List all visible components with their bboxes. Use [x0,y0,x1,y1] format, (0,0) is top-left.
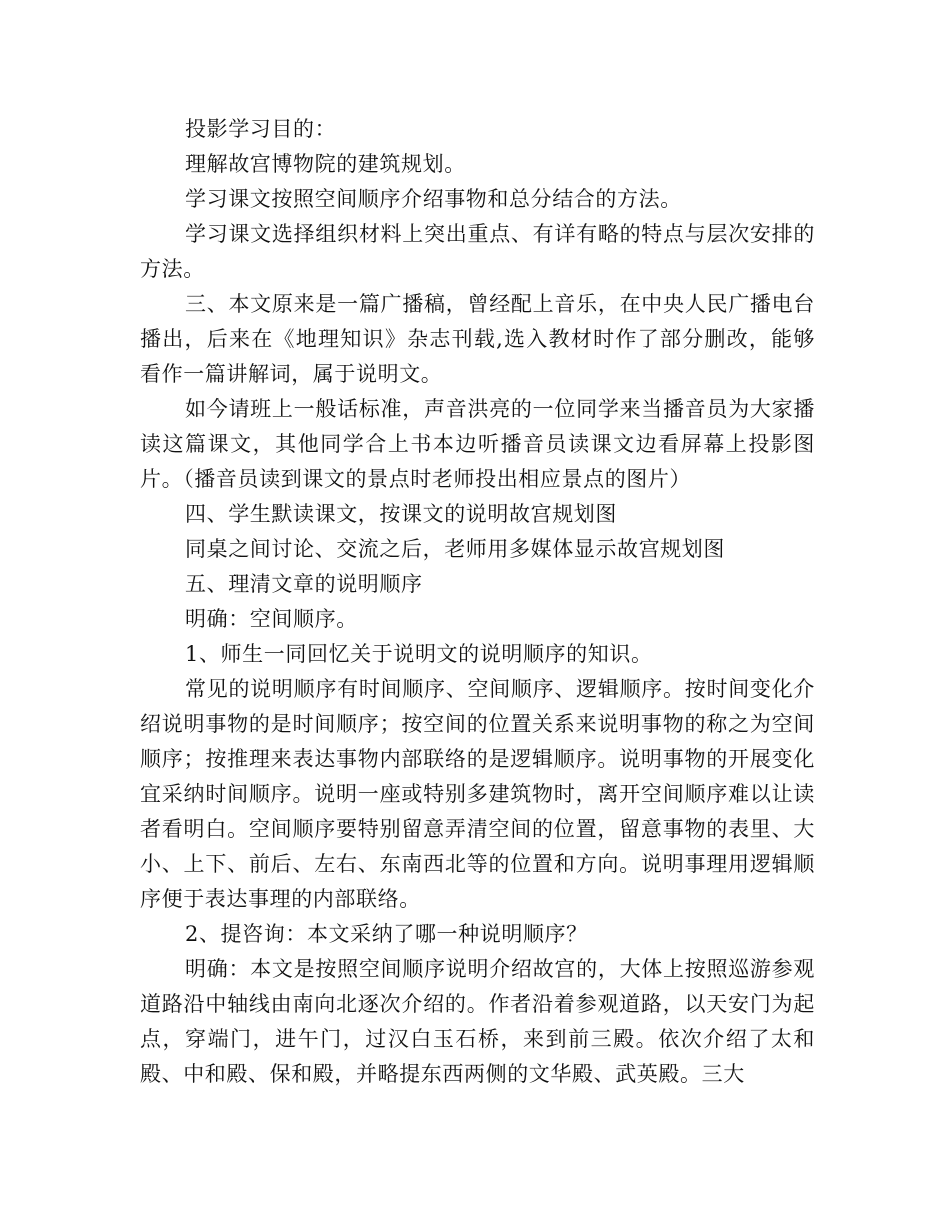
paragraph-desk-discussion: 同桌之间讨论、交流之后，老师用多媒体显示故宫规划图 [185,537,725,561]
paragraph-projection-goals: 投影学习目的： [185,117,337,141]
paragraph-step-one: 1、师生一同回忆关于说明文的说明顺序的知识。 [185,642,653,666]
paragraph-answer-detail: 明确：本文是按照空间顺序说明介绍故宫的，大体上按照巡游参观道路沿中轴线由南向北逐次介绍的。作者沿着参观道路，以天安门为起点，穿端门，进午门，过汉白玉石桥，来到前三殿。依次介绍了太和殿、中和殿、保和殿，并略提东西两侧的文华殿、武英殿。三大 [140,957,815,1086]
paragraph-goal-understand-layout: 理解故宫博物院的建筑规划。 [185,152,466,176]
document-page [140,112,815,1092]
paragraph-section-three: 三、本文原来是一篇广播稿，曾经配上音乐，在中央人民广播电台播出，后来在《地理知识》杂志刊载,选入教材时作了部分删改，能够看作一篇讲解词，属于说明文。 [140,292,815,386]
paragraph-goal-material-selection: 学习课文选择组织材料上突出重点、有详有略的特点与层次安排的方法。 [140,222,815,281]
paragraph-common-orders: 常见的说明顺序有时间顺序、空间顺序、逻辑顺序。按时间变化介绍说明事物的是时间顺序；按空间的位置关系来说明事物的称之为空间顺序；按推理来表达事物内部联络的是逻辑顺序。说明事物的开展变化宜采纳时间顺序。说明一座或特别多建筑物时，离开空间顺序难以让读者看明白。空间顺序要特别留意弄清空间的位置，留意事物的表里、大小、上下、前后、左右、东南西北等的位置和方向。说明事理用逻辑顺序便于表达事理的内部联络。 [140,677,815,911]
paragraph-section-five: 五、理清文章的说明顺序 [185,572,423,596]
paragraph-goal-spatial-order: 学习课文按照空间顺序介绍事物和总分结合的方法。 [185,187,682,211]
paragraph-section-four: 四、学生默读课文，按课文的说明故宫规划图 [185,502,617,526]
paragraph-step-two-question: 2、提咨询：本文采纳了哪一种说明顺序？ [185,922,588,946]
paragraph-reading-activity: 如今请班上一般话标准，声音洪亮的一位同学来当播音员为大家播读这篇课文，其他同学合上书本边听播音员读课文边看屏幕上投影图片。（播音员读到课文的景点时老师投出相应景点的图片） [140,397,815,491]
paragraph-answer-spatial: 明确：空间顺序。 [185,607,358,631]
